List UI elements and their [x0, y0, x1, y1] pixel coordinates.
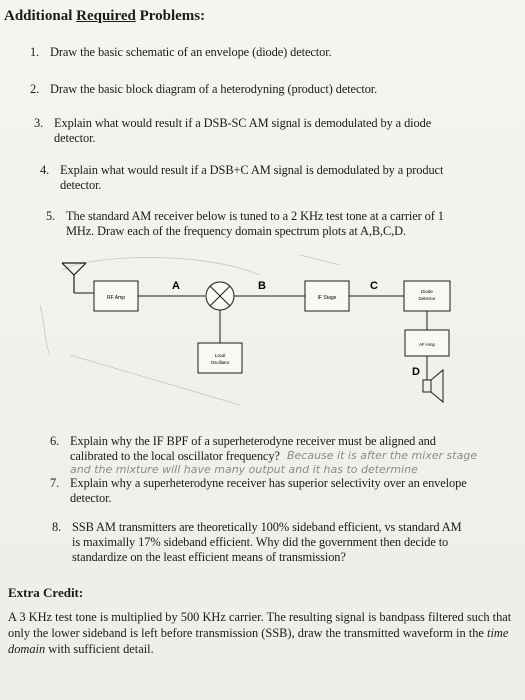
page-title: Additional Required Problems:: [4, 8, 206, 24]
question-1: 1. Draw the basic schematic of an envelope (diode) detector.: [30, 45, 332, 59]
af-amp-label: AF Amp: [418, 342, 436, 347]
if-stage-label: IF Stage: [317, 295, 337, 301]
local-oscillator-block: [198, 343, 242, 373]
handwritten-answer-line-2: and the mixture will have many output and it has to determine: [70, 463, 418, 476]
local-oscillator-label-2: Oscillator: [210, 360, 230, 365]
diode-detector-label-2: Detector: [418, 296, 436, 301]
question-7: 7. Explain why a superheterodyne receiver has superior selectivity over an envelope detector.: [50, 476, 467, 505]
speaker-icon: [423, 370, 443, 402]
extra-credit-heading: Extra Credit:: [8, 585, 84, 600]
local-oscillator-label-1: Local: [214, 353, 226, 358]
diode-detector-label-1: Diode: [421, 289, 433, 294]
question-6: 6. Explain why the IF BPF of a superheterodyne receiver must be aligned and calibrated to the local oscillator frequency?: [50, 434, 436, 463]
question-3: 3. Explain what would result if a DSB-SC AM signal is demodulated by a diode detector.: [34, 116, 432, 145]
label-b: B: [258, 280, 266, 292]
extra-credit-text: A 3 KHz test tone is multiplied by 500 KHz carrier. The resulting signal is bandpass filtered such that only the lower sideband is left before transmission (SSB), draw the transmitted waveform in the time domain with sufficient detail.: [8, 610, 512, 656]
question-8: 8. SSB AM transmitters are theoretically 100% sideband efficient, vs standard AM is maximally 17% sideband efficient. Why did the government then decide to standardize on the least efficient means of transmission?: [52, 520, 462, 564]
rf-amp-label: RF Amp: [106, 295, 126, 301]
antenna-icon: [62, 263, 86, 293]
handwritten-answer-line-1: Because it is after the mixer stage: [287, 449, 478, 462]
required-underlined: Required: [76, 8, 136, 24]
question-5: 5. The standard AM receiver below is tuned to a 2 KHz test tone at a carrier of 1 MHz. Draw each of the frequency domain spectrum plots at A,B,C,D.: [46, 209, 444, 238]
question-2: 2. Draw the basic block diagram of a heterodyning (product) detector.: [30, 82, 378, 96]
label-a: A: [172, 280, 180, 292]
am-receiver-diagram: [0, 245, 525, 445]
label-d: D: [412, 366, 420, 378]
label-c: C: [370, 280, 378, 292]
question-4: 4. Explain what would result if a DSB+C AM signal is demodulated by a product detector.: [40, 163, 444, 192]
pencil-sketch-marks: [40, 255, 340, 405]
mixer-icon: [206, 282, 234, 310]
